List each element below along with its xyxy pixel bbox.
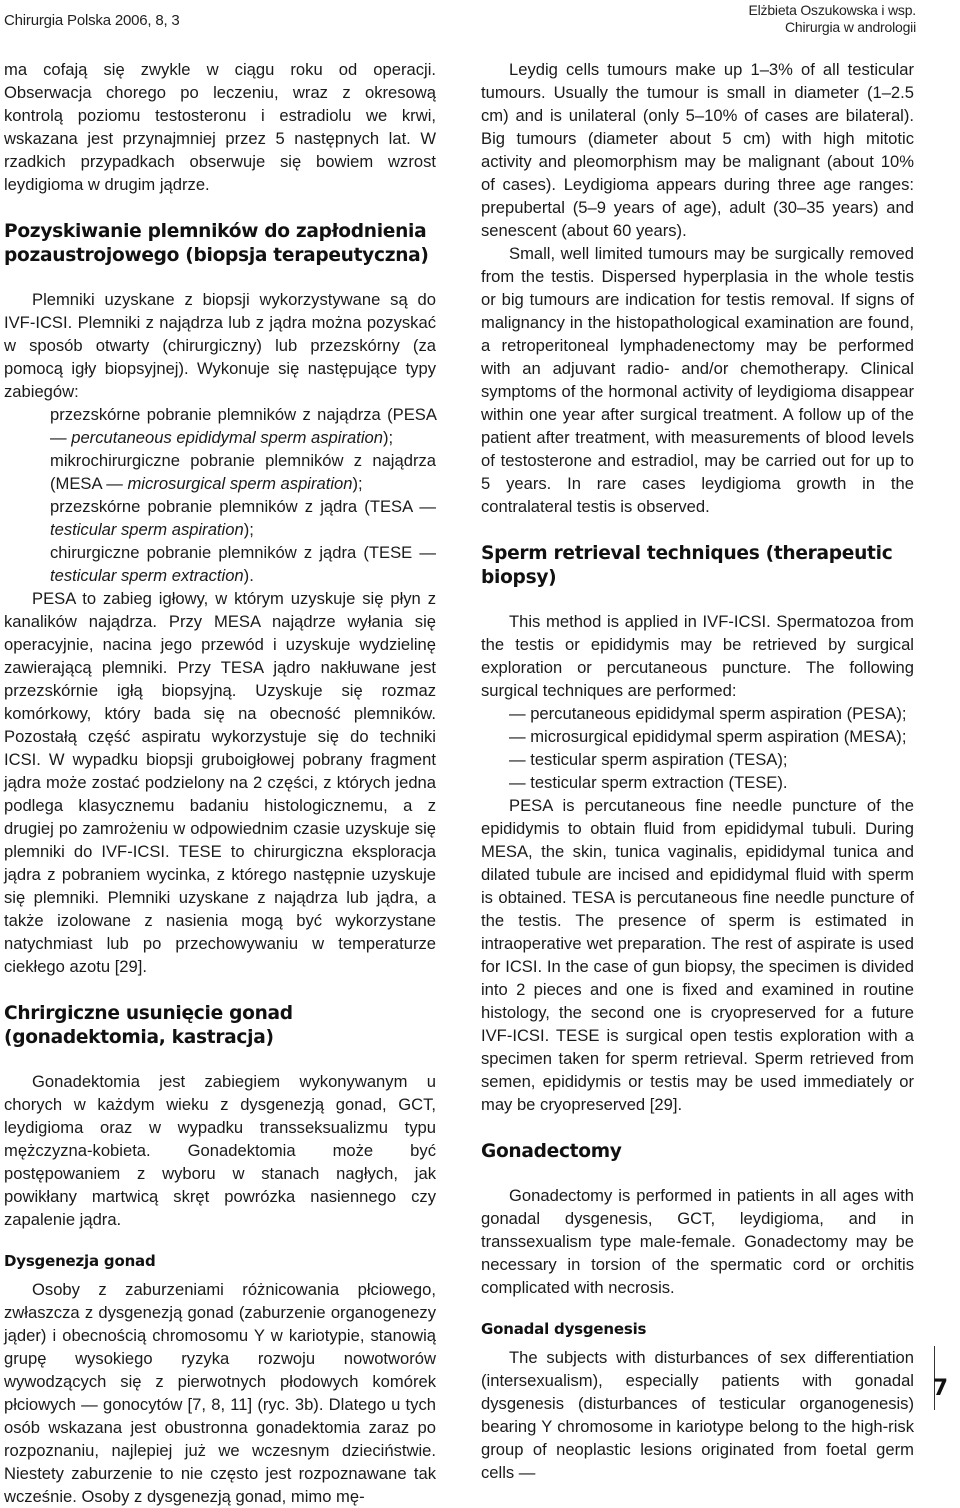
running-head [748,2,916,36]
paragraph-leydig-treatment-en: Small, well limited tumours may be surgically removed from the testis. Dispersed hyperplasia in the whole testis or big tumours are indication for testis removal. If signs of malignancy in the histopathological examination are found, a retroperitoneal lymphadenectomy may be performed with an adjuvant radio- and/or chemotherapy. Clinical symptoms of the hormonal activity of leydigioma disappear within one year after surgical treatment. A follow up of the patient after treatment, with measurements of blood levels of testosterone and estradiol, may be carried out for up to 5 years. In rare cases leydigioma growth in the contralateral testis is observed. [481,244,914,516]
left-column [4,58,436,1508]
paragraph-pesa-en: PESA is percutaneous fine needle puncture of the epididymis to obtain fluid from epididymal tubuli. During MESA, the skin, tunica vaginalis, epididymal tunica and dilated tubule are incised and epididymal fluid with sperm is obtained. TESA is percutaneous fine needle puncture of the testis. The presence of sperm is estimated in intraoperative wet preparation. The rest of aspirate is used for ICSI. In the case of gun biopsy, the specimen is divided into 2 pieces and one is fixed and examined in routine histology, the second one is cryopreserved for a future IVF-ICSI. TESE is surgical open testis exploration with a specimen taken for sperm retrieval. Sperm retrieved from semen, epididymis or testis may be used immediately or may be cryopreserved [29]. [481,796,914,1114]
list-item: — testicular sperm extraction (TESE). [509,773,788,792]
list-item: — microsurgical epididymal sperm aspiration (MESA); [509,727,907,746]
page-number: 7 [932,1376,948,1401]
heading-sperm-retrieval-pl: Pozyskiwanie plemników do zapłodnienia pozaustrojowego (biopsja terapeutyczna) [4,221,429,266]
paragraph-retrieval-pl: Plemniki uzyskane z biopsji wykorzystywane są do IVF-ICSI. Plemniki z najądrza lub z jądra można pozyskać w sposób otwarty (chirurgiczny) lub przezskórny (za pomocą igły biopsyjnej). Wykonuje się następujące typy zabiegów: [4,290,436,401]
page-header [0,0,960,44]
paragraph-intro-pl: ma cofają się zwykle w ciągu roku od operacji. Obserwacja chorego po leczeniu, wraz z okresową kontrolą poziomu testosteronu i estradiolu we krwi, wskazana jest przynajmniej przez 5 następnych lat. W rzadkich przypadkach obserwuje się bowiem wzrost leydigioma w drugim jądrze. [4,60,436,194]
section-title: Chirurgia w andrologii [785,19,916,35]
list-item: — percutaneous epididymal sperm aspiration (PESA); [509,704,907,723]
subheading-dysgenesis-en: Gonadal dysgenesis [481,1320,647,1338]
paragraph-gonadectomy-pl: Gonadektomia jest zabiegiem wykonywanym u chorych w każdym wieku z dysgenezją gonad, GCT, leydigioma oraz w wypadku transseksualizmu typu mężczyzna-kobieta. Gonadektomia może być postępowaniem z wyboru w stanach nagłych, jak powikłany martwicą skręt powrózka nasiennego czy zapalenie jądra. [4,1072,436,1229]
paragraph-dysgenesis-en: The subjects with disturbances of sex differentiation (intersexualism), especially patients with gonadal dysgenesis (disturbances of testicular organogenesis) bearing Y chromosome in kariotype belong to the high-risk group of neoplastic lesions originated from foetal germ cells — [481,1348,914,1482]
paragraph-gonadectomy-en: Gonadectomy is performed in patients in all ages with gonadal dysgenesis, GCT, leydigioma, and in transsexualism type male-female. Gonadectomy may be necessary in torsion of the spermatic cord or orchitis complicated with necrosis. [481,1186,914,1297]
paragraph-dysgenesis-pl: Osoby z zaburzeniami różnicowania płciowego, zwłaszcza z dysgenezją gonad (zaburzenie organogenezy jąder) i obecnością chromosomu Y w kariotypie, stanowią grupę wysokiego ryzyka rozwoju nowotworów wywodzących się z pierwotnych płodowych komórek płciowych — gonocytów [7, 8, 11] (ryc. 3b). Dlatego u tych osób wskazana jest obustronna gonadektomia zaraz po rozpoznaniu, najlepiej już we wczesnym dzieciństwie. Niestety zaburzenie to nie często jest rozpoznawane tak wcześnie. Osoby z dysgenezją gonad, mimo mę- [4,1280,436,1506]
heading-sperm-retrieval-en: Sperm retrieval techniques (therapeutic biopsy) [481,543,893,588]
heading-gonadectomy-pl: Chrirgiczne usunięcie gonad (gonadektomia, kastracja) [4,1003,293,1048]
paragraph-leydig-en: Leydig cells tumours make up 1–3% of all testicular tumours. Usually the tumour is small in diameter (1–2.5 cm) and is unilateral (only 5–10% of cases are bilateral). Big tumours (diameter about 5 cm) with high mitotic activity and pleomorphism may be malignant (about 10% of cases). Leydigioma appears during three age ranges: prepubertal (5–9 years of age), adult (30–35 years) and senescent (about 60 years). [481,60,914,240]
right-column [481,58,914,1484]
list-item: chirurgiczne pobranie plemników z jądra (TESE — testicular sperm extraction). [50,543,436,585]
journal-citation: Chirurgia Polska 2006, 8, 3 [4,12,180,29]
paragraph-retrieval-en: This method is applied in IVF-ICSI. Spermatozoa from the testis or epididymis may be retrieved by surgical exploration or percutaneous puncture. The following surgical techniques are performed: [481,612,914,700]
authors: Elżbieta Oszukowska i wsp. [748,2,916,18]
procedure-list-pl [4,403,436,587]
list-item: przezskórne pobranie plemników z najądrza (PESA — percutaneous epididymal sperm aspiration); [50,405,436,447]
subheading-dysgenesis-pl: Dysgenezja gonad [4,1252,156,1270]
heading-gonadectomy-en: Gonadectomy [481,1141,622,1162]
paragraph-pesa-pl: PESA to zabieg igłowy, w którym uzyskuje się płyn z kanalików najądrza. Przy MESA najądrze wyłania się operacyjnie, nacina jego przewód i uzyskuje wydzielinę zawierającą plemniki. Przy TESA jądro nakłuwane jest przezskórnie igłą biopsyjną. Uzyskuje się rozmaz komórkowy, który bada się na obecność plemników. Pozostałą część aspiratu wykorzystuje się do techniki ICSI. W wypadku biopsji gruboigłowej pobrany fragment jądra może zostać podzielony na 2 części, z których jedna podlega klasycznemu badaniu histologicznemu, a z drugiej po zamrożeniu w odpowiednim czasie uzyskuje się plemniki do IVF-ICSI. TESE to chirurgiczna eksploracja jądra z pobraniem wycinka, z którego następnie uzyskuje się plemniki. Plemniki uzyskane z najądrza lub jądra, a także izolowane z nasienia mogą być wykorzystane natychmiast lub po przechowywaniu w temperaturze ciekłego azotu [29]. [4,589,436,976]
list-item: — testicular sperm aspiration (TESA); [509,750,788,769]
procedure-list-en [481,702,914,794]
list-item: mikrochirurgiczne pobranie plemników z najądrza (MESA — microsurgical sperm aspiration); [50,451,436,493]
list-item: przezskórne pobranie plemników z jądra (TESA — testicular sperm aspiration); [50,497,436,539]
